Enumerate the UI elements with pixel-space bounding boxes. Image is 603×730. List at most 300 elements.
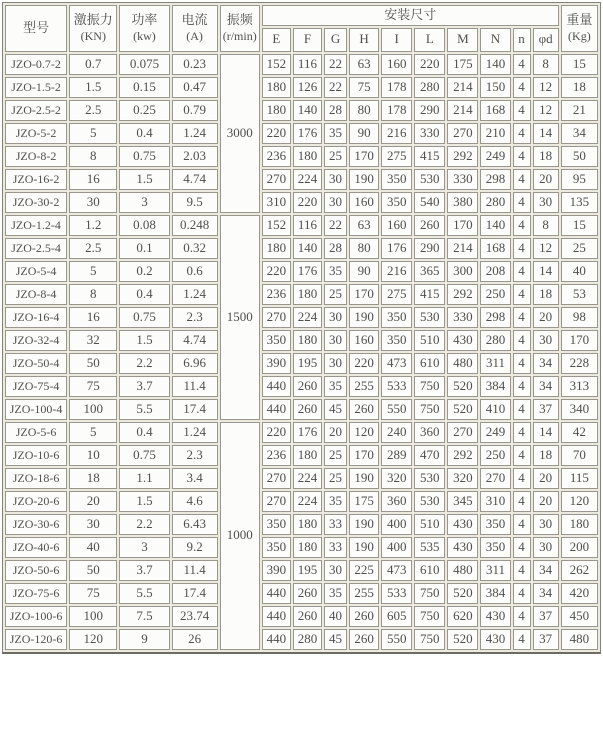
cell-value: 0.075 — [119, 54, 169, 75]
cell-value: 470 — [414, 445, 445, 466]
cell-value: 14 — [533, 422, 559, 443]
cell-value: 430 — [480, 606, 510, 627]
cell-value: 180 — [293, 537, 322, 558]
cell-value: 25 — [324, 468, 347, 489]
col-header-power — [119, 5, 169, 52]
cell-value: 30 — [324, 560, 347, 581]
cell-value: 30 — [324, 330, 347, 351]
cell-value: 35 — [324, 491, 347, 512]
cell-value: 53 — [561, 284, 598, 305]
cell-value: 115 — [561, 468, 598, 489]
cell-value: 50 — [69, 353, 117, 374]
cell-value: 1.1 — [119, 468, 169, 489]
cell-value: 220 — [414, 54, 445, 75]
cell-value: 4 — [513, 491, 531, 512]
cell-value: 390 — [262, 353, 291, 374]
cell-value: 2.5 — [69, 100, 117, 121]
cell-value: 75 — [349, 77, 379, 98]
cell-value: 260 — [293, 583, 322, 604]
cell-value: 22 — [324, 215, 347, 236]
cell-value: 170 — [349, 284, 379, 305]
cell-value: 180 — [293, 330, 322, 351]
cell-value: 21 — [561, 100, 598, 121]
cell-value: 0.23 — [172, 54, 218, 75]
cell-value: 4 — [513, 376, 531, 397]
cell-value: 250 — [480, 445, 510, 466]
cell-value: 473 — [381, 353, 412, 374]
cell-value: 289 — [381, 445, 412, 466]
cell-value: 4 — [513, 261, 531, 282]
cell-value: 350 — [262, 514, 291, 535]
cell-value: 140 — [293, 100, 322, 121]
col-header-install: 安装尺寸 — [262, 5, 559, 26]
cell-value: 180 — [293, 445, 322, 466]
cell-value: 140 — [480, 54, 510, 75]
cell-value: 4 — [513, 629, 531, 650]
cell-value: 750 — [414, 606, 445, 627]
cell-value: 116 — [293, 54, 322, 75]
cell-value: 168 — [480, 100, 510, 121]
cell-value: 18 — [69, 468, 117, 489]
cell-value: 18 — [533, 284, 559, 305]
cell-value: 150 — [480, 77, 510, 98]
col-header-force — [69, 5, 117, 52]
cell-model: JZO-2.5-4 — [5, 238, 67, 259]
cell-value: 30 — [69, 514, 117, 535]
cell-value: 120 — [349, 422, 379, 443]
cell-value: 2.03 — [172, 146, 218, 167]
cell-model: JZO-1.2-4 — [5, 215, 67, 236]
cell-value: 170 — [561, 330, 598, 351]
cell-value: 34 — [533, 353, 559, 374]
cell-value: 350 — [480, 537, 510, 558]
cell-value: 224 — [293, 468, 322, 489]
cell-value: 298 — [480, 307, 510, 328]
cell-value: 228 — [561, 353, 598, 374]
cell-model: JZO-1.5-2 — [5, 77, 67, 98]
cell-value: 8 — [533, 54, 559, 75]
cell-value: 270 — [262, 169, 291, 190]
cell-value: 3.7 — [119, 376, 169, 397]
cell-value: 440 — [262, 399, 291, 420]
cell-value: 200 — [561, 537, 598, 558]
cell-value: 12 — [533, 100, 559, 121]
cell-value: 37 — [533, 606, 559, 627]
table-row — [5, 307, 598, 328]
cell-value: 262 — [561, 560, 598, 581]
cell-value: 280 — [293, 629, 322, 650]
cell-model: JZO-16-4 — [5, 307, 67, 328]
cell-model: JZO-8-4 — [5, 284, 67, 305]
cell-value: 6.96 — [172, 353, 218, 374]
cell-value: 550 — [381, 399, 412, 420]
cell-value: 384 — [480, 376, 510, 397]
cell-value: 480 — [561, 629, 598, 650]
cell-value: 26 — [172, 629, 218, 650]
cell-value: 410 — [480, 399, 510, 420]
table-row — [5, 77, 598, 98]
cell-value: 190 — [349, 468, 379, 489]
cell-value: 450 — [561, 606, 598, 627]
table-row — [5, 284, 598, 305]
cell-value: 340 — [561, 399, 598, 420]
cell-value: 365 — [414, 261, 445, 282]
cell-value: 176 — [293, 123, 322, 144]
cell-value: 440 — [262, 583, 291, 604]
cell-value: 5.5 — [119, 399, 169, 420]
cell-value: 7.5 — [119, 606, 169, 627]
cell-value: 17.4 — [172, 399, 218, 420]
cell-value: 16 — [69, 307, 117, 328]
cell-value: 20 — [324, 422, 347, 443]
cell-value: 2.2 — [119, 353, 169, 374]
cell-value: 45 — [324, 399, 347, 420]
cell-value: 236 — [262, 445, 291, 466]
col-header-power-unit: (kw) — [133, 29, 156, 44]
cell-value: 178 — [381, 77, 412, 98]
cell-value: 25 — [324, 445, 347, 466]
cell-value: 40 — [561, 261, 598, 282]
cell-value: 37 — [533, 399, 559, 420]
cell-model: JZO-18-6 — [5, 468, 67, 489]
table-row — [5, 629, 598, 650]
cell-value: 9.2 — [172, 537, 218, 558]
cell-value: 214 — [447, 77, 478, 98]
cell-value: 195 — [293, 560, 322, 581]
cell-value: 4 — [513, 192, 531, 213]
cell-value: 4 — [513, 583, 531, 604]
cell-value: 34 — [561, 123, 598, 144]
cell-value: 63 — [349, 215, 379, 236]
cell-value: 16 — [69, 169, 117, 190]
cell-value: 430 — [447, 330, 478, 351]
cell-value: 4 — [513, 169, 531, 190]
cell-value: 750 — [414, 399, 445, 420]
cell-value: 255 — [349, 583, 379, 604]
cell-value: 292 — [447, 146, 478, 167]
cell-model: JZO-5-2 — [5, 123, 67, 144]
col-header-dim-5: I — [381, 28, 412, 52]
cell-value: 275 — [381, 146, 412, 167]
cell-value: 20 — [533, 468, 559, 489]
cell-value: 236 — [262, 284, 291, 305]
table-row — [5, 445, 598, 466]
cell-value: 0.08 — [119, 215, 169, 236]
table-row — [5, 169, 598, 190]
cell-model: JZO-30-6 — [5, 514, 67, 535]
cell-value: 384 — [480, 583, 510, 604]
cell-value: 34 — [533, 560, 559, 581]
cell-value: 15 — [561, 54, 598, 75]
col-header-dim-4: H — [349, 28, 379, 52]
cell-value: 415 — [414, 284, 445, 305]
cell-value: 550 — [381, 629, 412, 650]
cell-value: 170 — [447, 215, 478, 236]
col-header-current-unit: (A) — [186, 29, 203, 44]
table-row — [5, 123, 598, 144]
cell-value: 345 — [447, 491, 478, 512]
cell-value: 4 — [513, 560, 531, 581]
cell-value: 4 — [513, 422, 531, 443]
cell-value: 236 — [262, 146, 291, 167]
cell-value: 34 — [533, 583, 559, 604]
cell-value: 2.5 — [69, 238, 117, 259]
cell-value: 30 — [533, 330, 559, 351]
cell-value: 8 — [533, 215, 559, 236]
col-header-current-label: 电流 — [181, 12, 208, 28]
table-row — [5, 54, 598, 75]
cell-value: 0.1 — [119, 238, 169, 259]
cell-value: 350 — [381, 192, 412, 213]
cell-value: 10 — [69, 445, 117, 466]
cell-value: 126 — [293, 77, 322, 98]
cell-value: 0.75 — [119, 146, 169, 167]
cell-value: 0.4 — [119, 284, 169, 305]
cell-value: 311 — [480, 560, 510, 581]
cell-value: 0.75 — [119, 307, 169, 328]
table-row — [5, 261, 598, 282]
table-row — [5, 560, 598, 581]
cell-value: 4 — [513, 537, 531, 558]
col-header-force-label: 激振力 — [73, 12, 113, 28]
cell-value: 480 — [447, 353, 478, 374]
table-row — [5, 146, 598, 167]
cell-value: 180 — [262, 238, 291, 259]
cell-value: 152 — [262, 54, 291, 75]
cell-value: 310 — [480, 491, 510, 512]
cell-value: 214 — [447, 100, 478, 121]
cell-model: JZO-8-2 — [5, 146, 67, 167]
cell-value: 9.5 — [172, 192, 218, 213]
table-row — [5, 215, 598, 236]
cell-value: 9 — [119, 629, 169, 650]
col-header-dim-2: F — [293, 28, 322, 52]
cell-value: 220 — [293, 192, 322, 213]
cell-value: 350 — [381, 169, 412, 190]
cell-value: 4 — [513, 307, 531, 328]
cell-value: 5 — [69, 422, 117, 443]
cell-value: 35 — [324, 583, 347, 604]
cell-value: 4 — [513, 445, 531, 466]
cell-value: 520 — [447, 629, 478, 650]
cell-value: 275 — [381, 284, 412, 305]
cell-value: 260 — [293, 399, 322, 420]
cell-value: 170 — [349, 445, 379, 466]
cell-value: 380 — [447, 192, 478, 213]
cell-value: 152 — [262, 215, 291, 236]
cell-value: 4 — [513, 54, 531, 75]
cell-value: 90 — [349, 261, 379, 282]
cell-value: 180 — [262, 100, 291, 121]
col-header-current — [172, 5, 218, 52]
cell-value: 100 — [69, 399, 117, 420]
cell-value: 220 — [262, 261, 291, 282]
cell-value: 180 — [293, 284, 322, 305]
cell-value: 430 — [480, 629, 510, 650]
cell-value: 310 — [262, 192, 291, 213]
cell-value: 330 — [447, 169, 478, 190]
cell-model: JZO-32-4 — [5, 330, 67, 351]
cell-value: 20 — [533, 491, 559, 512]
cell-value: 210 — [480, 123, 510, 144]
cell-value: 35 — [324, 376, 347, 397]
spec-table — [2, 2, 601, 654]
cell-value: 250 — [480, 284, 510, 305]
cell-value: 140 — [293, 238, 322, 259]
table-row — [5, 583, 598, 604]
cell-value: 510 — [414, 514, 445, 535]
cell-value: 750 — [414, 629, 445, 650]
cell-value: 42 — [561, 422, 598, 443]
cell-value: 50 — [561, 146, 598, 167]
cell-value: 750 — [414, 583, 445, 604]
cell-value: 260 — [414, 215, 445, 236]
cell-value: 3 — [119, 537, 169, 558]
cell-value: 18 — [533, 146, 559, 167]
cell-value: 0.32 — [172, 238, 218, 259]
col-header-dim-8: N — [480, 28, 510, 52]
table-row — [5, 238, 598, 259]
cell-value: 270 — [262, 307, 291, 328]
table-row — [5, 468, 598, 489]
cell-value: 249 — [480, 146, 510, 167]
cell-value: 350 — [381, 330, 412, 351]
table-row — [5, 192, 598, 213]
cell-value: 1.24 — [172, 123, 218, 144]
cell-value: 160 — [349, 192, 379, 213]
cell-value: 140 — [480, 215, 510, 236]
cell-value: 75 — [69, 376, 117, 397]
cell-value: 0.79 — [172, 100, 218, 121]
cell-value: 75 — [69, 583, 117, 604]
cell-value: 298 — [480, 169, 510, 190]
table-row — [5, 606, 598, 627]
cell-value: 180 — [561, 514, 598, 535]
cell-value: 98 — [561, 307, 598, 328]
table-row — [5, 422, 598, 443]
cell-value: 0.75 — [119, 445, 169, 466]
cell-value: 4 — [513, 100, 531, 121]
cell-value: 2.3 — [172, 445, 218, 466]
cell-model: JZO-50-6 — [5, 560, 67, 581]
cell-value: 12 — [533, 238, 559, 259]
cell-value: 280 — [480, 330, 510, 351]
cell-value: 4.74 — [172, 330, 218, 351]
cell-value: 220 — [262, 123, 291, 144]
cell-value: 37 — [533, 629, 559, 650]
col-header-model — [5, 5, 67, 52]
cell-value: 350 — [480, 514, 510, 535]
header-row-1 — [5, 5, 598, 26]
cell-freq: 3000 — [220, 54, 260, 213]
cell-value: 270 — [262, 468, 291, 489]
cell-value: 4 — [513, 468, 531, 489]
cell-value: 4 — [513, 514, 531, 535]
cell-value: 116 — [293, 215, 322, 236]
cell-value: 135 — [561, 192, 598, 213]
cell-value: 605 — [381, 606, 412, 627]
col-header-dim-6: L — [414, 28, 445, 52]
cell-value: 520 — [447, 376, 478, 397]
cell-value: 20 — [69, 491, 117, 512]
cell-value: 533 — [381, 376, 412, 397]
table-row — [5, 399, 598, 420]
col-header-weight-label: 重量 — [566, 12, 593, 28]
cell-value: 25 — [561, 238, 598, 259]
cell-value: 320 — [381, 468, 412, 489]
col-header-power-label: 功率 — [131, 12, 158, 28]
cell-value: 360 — [381, 491, 412, 512]
cell-value: 4.74 — [172, 169, 218, 190]
cell-value: 2.3 — [172, 307, 218, 328]
cell-value: 170 — [349, 146, 379, 167]
table-row — [5, 514, 598, 535]
cell-value: 33 — [324, 514, 347, 535]
cell-value: 18 — [561, 77, 598, 98]
cell-value: 1.5 — [119, 169, 169, 190]
cell-value: 220 — [349, 353, 379, 374]
table-row — [5, 353, 598, 374]
cell-value: 4 — [513, 399, 531, 420]
cell-value: 95 — [561, 169, 598, 190]
cell-value: 5 — [69, 123, 117, 144]
cell-value: 40 — [69, 537, 117, 558]
cell-model: JZO-75-4 — [5, 376, 67, 397]
cell-value: 5.5 — [119, 583, 169, 604]
cell-freq: 1500 — [220, 215, 260, 420]
cell-value: 30 — [69, 192, 117, 213]
col-header-dim-10: φd — [533, 28, 559, 52]
cell-value: 180 — [293, 146, 322, 167]
cell-model: JZO-20-6 — [5, 491, 67, 512]
cell-value: 4 — [513, 606, 531, 627]
cell-value: 22 — [324, 77, 347, 98]
col-header-dim-9: n — [513, 28, 531, 52]
cell-value: 40 — [324, 606, 347, 627]
cell-value: 520 — [447, 583, 478, 604]
cell-value: 313 — [561, 376, 598, 397]
cell-value: 415 — [414, 146, 445, 167]
cell-value: 1.5 — [119, 330, 169, 351]
cell-model: JZO-40-6 — [5, 537, 67, 558]
table-row — [5, 491, 598, 512]
cell-value: 190 — [349, 307, 379, 328]
cell-value: 22 — [324, 54, 347, 75]
cell-value: 260 — [349, 606, 379, 627]
cell-model: JZO-120-6 — [5, 629, 67, 650]
cell-value: 63 — [349, 54, 379, 75]
col-header-freq-label: 振频 — [226, 12, 253, 28]
cell-value: 25 — [324, 146, 347, 167]
cell-value: 30 — [324, 192, 347, 213]
cell-value: 4 — [513, 353, 531, 374]
cell-value: 195 — [293, 353, 322, 374]
cell-value: 280 — [480, 192, 510, 213]
cell-value: 45 — [324, 629, 347, 650]
cell-value: 34 — [533, 376, 559, 397]
cell-value: 176 — [381, 238, 412, 259]
cell-value: 610 — [414, 560, 445, 581]
cell-value: 216 — [381, 261, 412, 282]
cell-value: 0.248 — [172, 215, 218, 236]
cell-value: 160 — [381, 215, 412, 236]
cell-value: 28 — [324, 238, 347, 259]
cell-value: 176 — [293, 261, 322, 282]
cell-value: 300 — [447, 261, 478, 282]
cell-model: JZO-5-4 — [5, 261, 67, 282]
cell-value: 249 — [480, 422, 510, 443]
cell-value: 30 — [533, 192, 559, 213]
